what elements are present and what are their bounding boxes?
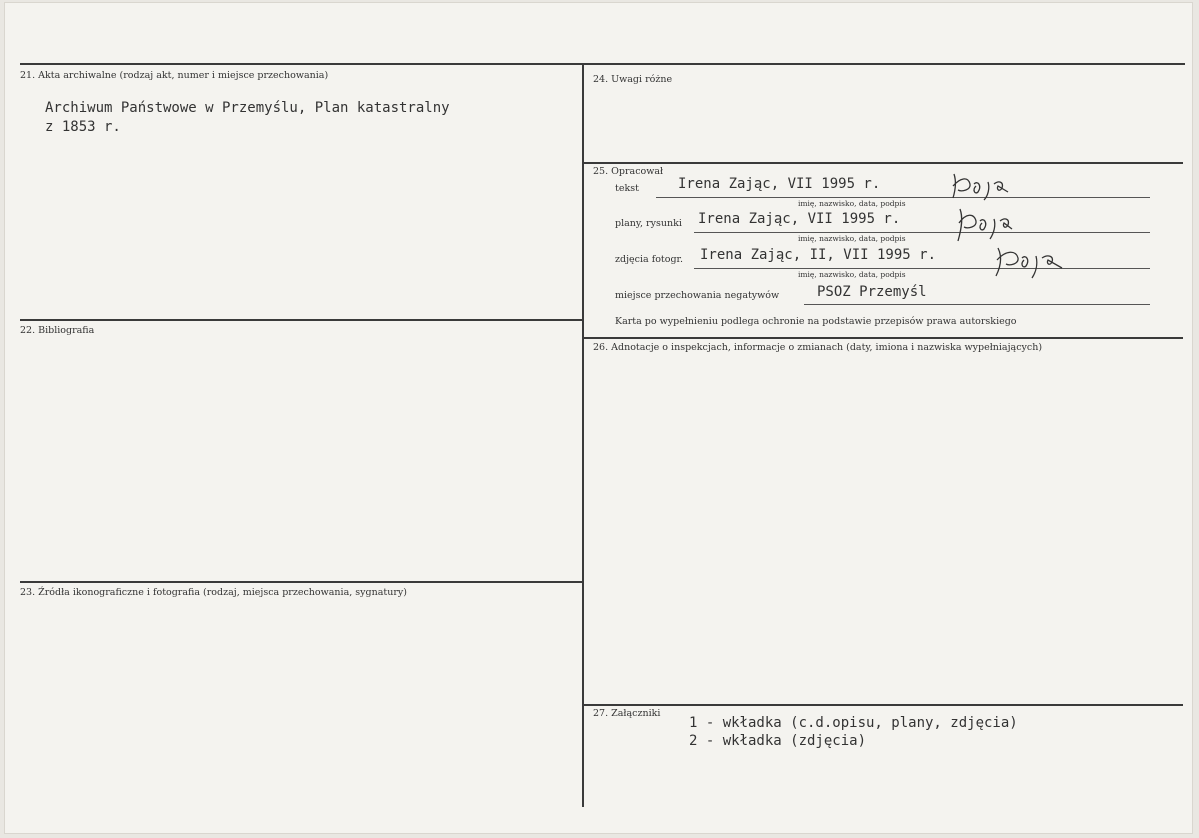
- plany-underline: [694, 232, 1150, 233]
- section-23-label: 23. Źródła ikonograficzne i fotografia (rodzaj, miejsca przechowania, sygnatury): [20, 587, 407, 598]
- section-25-label: 25. Opracował: [593, 166, 664, 177]
- section-21-label: 21. Akta archiwalne (rodzaj akt, numer i miejsce przechowania): [20, 70, 329, 81]
- section-26-label: 26. Adnotacje o inspekcjach, informacje o zmianach (daty, imiona i nazwiska wypełniających): [593, 342, 1043, 353]
- rule-25: [584, 162, 1183, 164]
- plany-value: Irena Zając, VII 1995 r.: [698, 211, 901, 227]
- rule-22: [20, 319, 582, 321]
- record-card: [4, 2, 1193, 834]
- negatywy-value: PSOZ Przemyśl: [817, 284, 927, 300]
- top-rule: [20, 63, 1185, 65]
- section-21-value-line2: z 1853 r.: [45, 119, 121, 135]
- zdjecia-underline: [694, 268, 1150, 269]
- attachment-item-1: 1 - wkładka (c.d.opisu, plany, zdjęcia): [689, 715, 1018, 731]
- negatywy-underline: [804, 304, 1150, 305]
- tekst-caption: imię, nazwisko, data, podpis: [798, 199, 906, 208]
- zdjecia-value: Irena Zając, II, VII 1995 r.: [700, 247, 937, 263]
- rule-26: [584, 337, 1183, 339]
- center-vertical-rule: [582, 65, 584, 807]
- section-22-label: 22. Bibliografia: [20, 325, 95, 336]
- section-27-label: 27. Załączniki: [593, 708, 661, 719]
- signature-2: [950, 205, 1020, 245]
- zdjecia-label: zdjęcia fotogr.: [615, 254, 684, 265]
- section-21-value-line1: Archiwum Państwowe w Przemyślu, Plan katastralny: [45, 100, 450, 116]
- section-24-label: 24. Uwagi różne: [593, 74, 673, 85]
- tekst-label: tekst: [615, 183, 639, 194]
- negatywy-label: miejsce przechowania negatywów: [615, 290, 780, 301]
- zdjecia-caption: imię, nazwisko, data, podpis: [798, 270, 906, 279]
- copyright-note: Karta po wypełnieniu podlega ochronie na podstawie przepisów prawa autorskiego: [615, 316, 1017, 327]
- tekst-value: Irena Zając, VII 1995 r.: [678, 176, 881, 192]
- signature-1: [944, 170, 1014, 202]
- tekst-underline: [656, 197, 1150, 198]
- rule-23: [20, 581, 582, 583]
- plany-caption: imię, nazwisko, data, podpis: [798, 234, 906, 243]
- signature-3: [990, 242, 1070, 280]
- rule-27: [584, 704, 1183, 706]
- attachment-item-2: 2 - wkładka (zdjęcia): [689, 733, 867, 749]
- plany-label: plany, rysunki: [615, 218, 682, 229]
